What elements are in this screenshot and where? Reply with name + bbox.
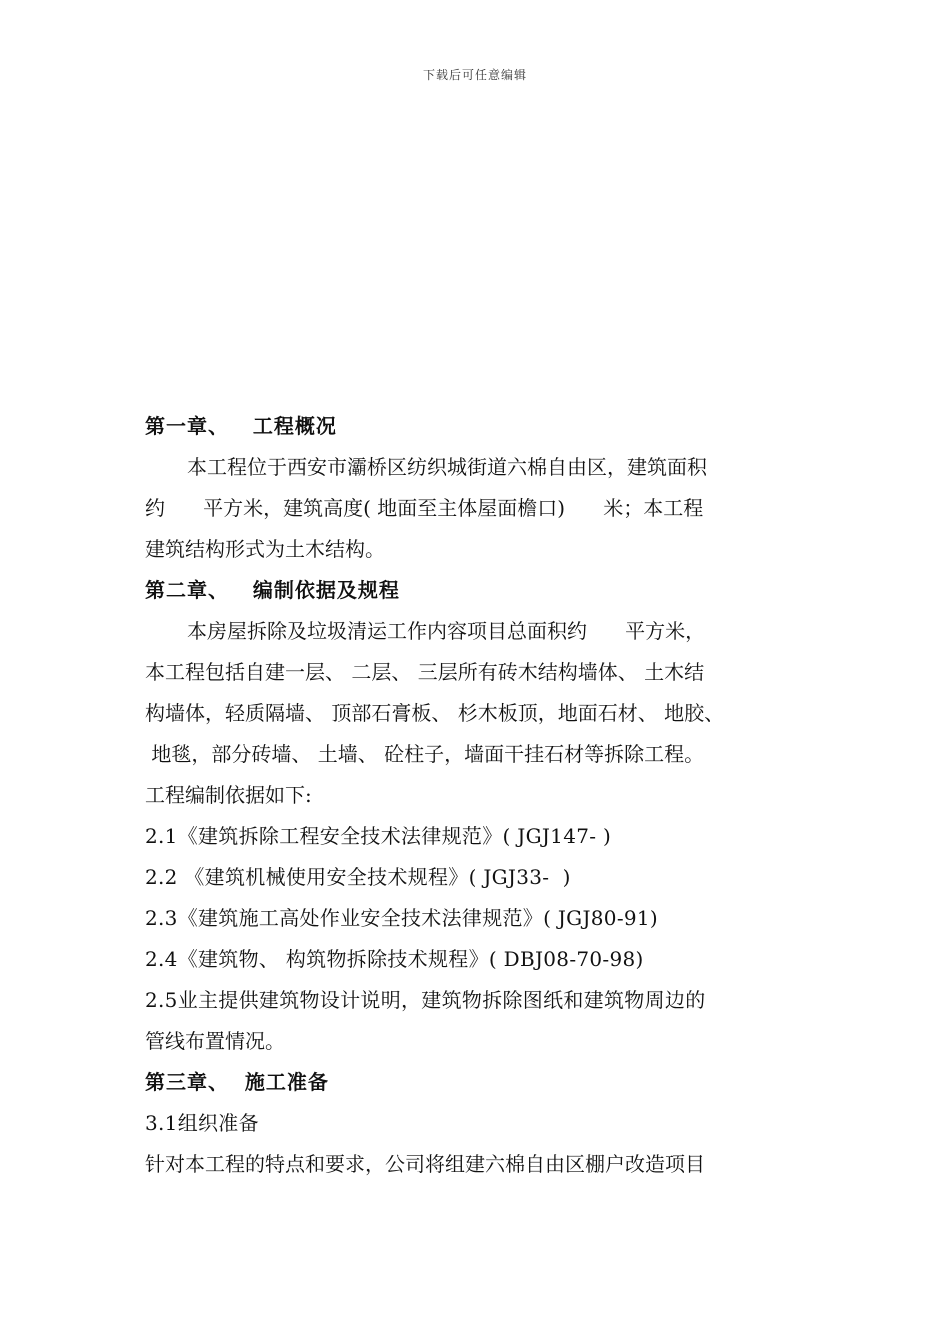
chapter-2-line-5: 工程编制依据如下: [145,783,312,807]
chapter-2-line-2: 本工程包括自建一层、 二层、 三层所有砖木结构墙体、 土木结 [145,660,705,684]
chapter-3-line-1: 针对本工程的特点和要求，公司将组建六棉自由区棚户改造项目 [145,1152,705,1176]
chapter-2-line-3: 构墙体，轻质隔墙、 顶部石膏板、 杉木板顶，地面石材、 地胶、 [145,701,725,725]
reference-item-2-5-continued: 管线布置情况。 [145,1029,285,1053]
page-header: 下载后可任意编辑 [422,68,527,82]
chapter-2-line-4: 地毯，部分砖墙、 土墙、 砼柱子，墙面干挂石材等拆除工程。 [145,742,705,766]
reference-item-2-1: 2.1《建筑拆除工程安全技术法律规范》( JGJ147- ) [145,824,612,848]
chapter-1-line-3: 建筑结构形式为土木结构。 [145,537,385,561]
reference-item-2-5: 2.5业主提供建筑物设计说明，建筑物拆除图纸和建筑物周边的 [145,988,706,1012]
chapter-2-heading: 第二章、 编制依据及规程 [145,578,400,602]
reference-item-2-2: 2.2 《建筑机械使用安全技术规程》( JGJ33- ) [145,865,571,889]
section-3-1-title: 3.1组织准备 [145,1111,259,1135]
reference-item-2-3: 2.3《建筑施工高处作业安全技术法律规范》( JGJ80-91) [145,906,659,930]
chapter-1-heading: 第一章、 工程概况 [145,414,337,438]
chapter-2-line-1: 本房屋拆除及垃圾清运工作内容项目总面积约 平方米， [187,619,706,643]
document-body [145,406,810,1185]
chapter-1-line-1: 本工程位于西安市灞桥区纺织城街道六棉自由区，建筑面积 [187,455,707,479]
chapter-1-line-2: 约 平方米，建筑高度( 地面至主体屋面檐口) 米；本工程 [145,496,704,520]
chapter-3-heading: 第三章、 施工准备 [145,1070,329,1094]
reference-item-2-4: 2.4《建筑物、 构筑物拆除技术规程》( DBJ08-70-98) [145,947,644,971]
